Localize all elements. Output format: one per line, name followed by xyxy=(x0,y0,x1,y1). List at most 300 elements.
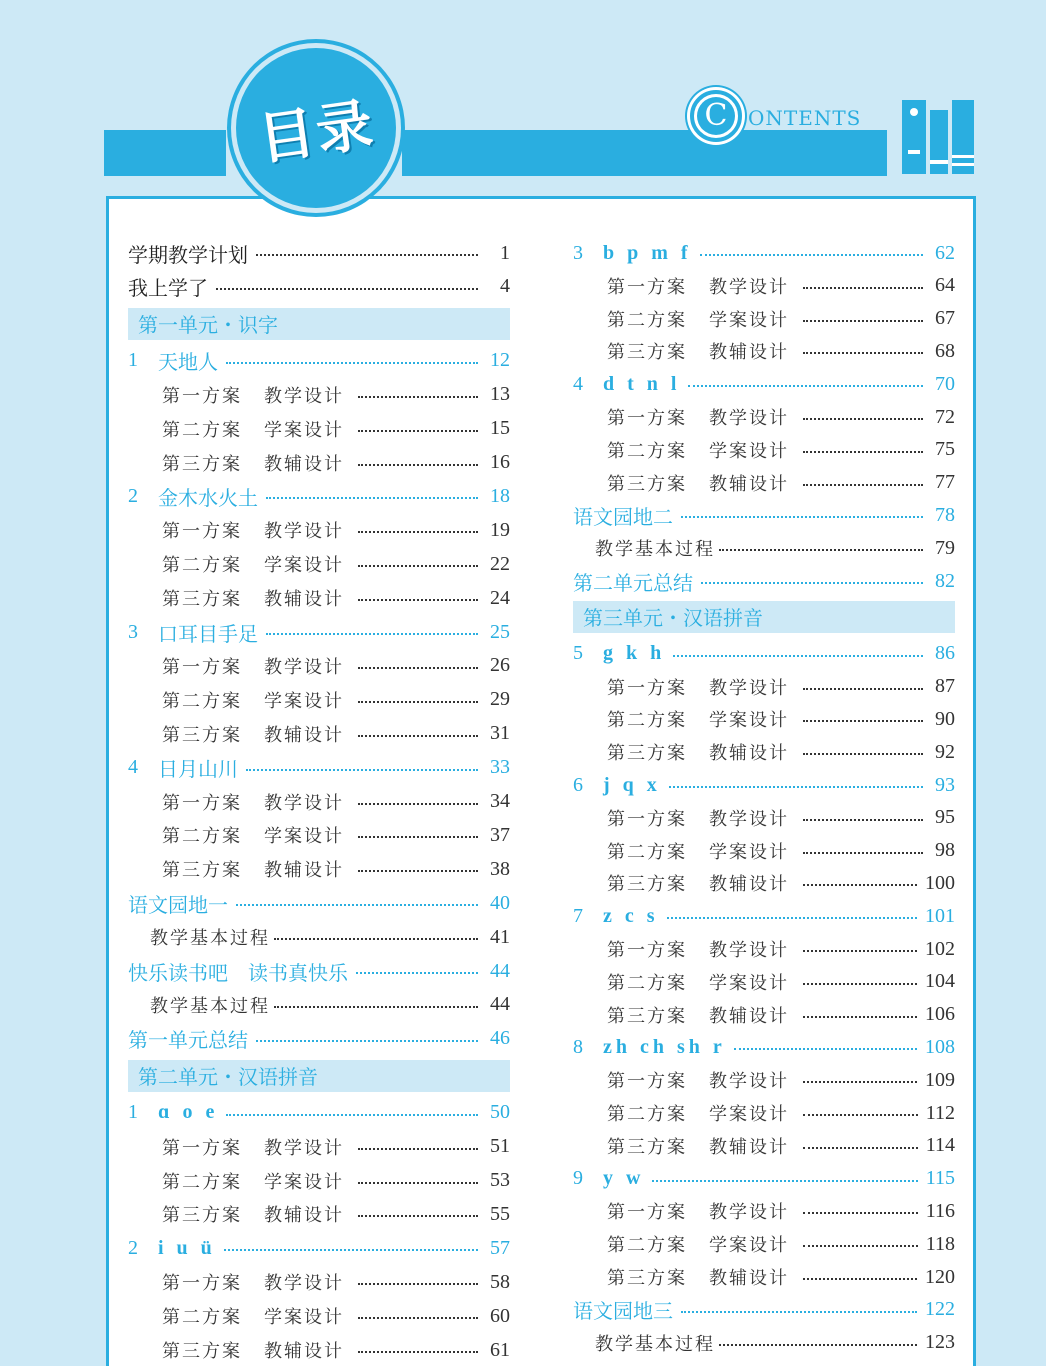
page-number: 68 xyxy=(935,339,955,362)
page-number: 101 xyxy=(925,904,955,927)
plan-entry[interactable] xyxy=(128,583,510,613)
plan-entry[interactable] xyxy=(128,1301,510,1331)
plan-label: 第三方案 xyxy=(607,1268,687,1289)
page-number: 12 xyxy=(490,349,510,372)
page-number: 55 xyxy=(490,1202,510,1225)
plan-entry[interactable] xyxy=(128,1267,510,1297)
plan-type: 教辅设计 xyxy=(264,860,344,882)
lesson-title: 日月山川 xyxy=(158,757,238,782)
plan-entry[interactable] xyxy=(573,336,955,366)
page-number: 87 xyxy=(935,675,955,698)
lesson-title: b p m f xyxy=(603,241,692,264)
section-header: 第三单元・汉语拼音 xyxy=(573,601,955,633)
plan-label: 第一方案 xyxy=(607,940,687,961)
entry-title: 学期教学计划 xyxy=(128,242,248,267)
plan-entry[interactable] xyxy=(128,1199,510,1229)
plan-label: 第三方案 xyxy=(162,724,242,746)
leader-dots xyxy=(358,870,478,872)
leader-dots xyxy=(358,599,478,601)
lesson-title: z c s xyxy=(603,904,659,927)
page-number: 109 xyxy=(925,1068,955,1091)
plan-type: 学案设计 xyxy=(264,555,344,577)
plan-entry[interactable] xyxy=(128,787,510,817)
page-number: 72 xyxy=(935,405,955,428)
leader-dots xyxy=(358,803,478,805)
page-number: 18 xyxy=(490,484,510,507)
process-entry[interactable] xyxy=(573,1328,955,1358)
entry-title: 语文园地三 xyxy=(573,1299,673,1324)
lesson-entry[interactable] xyxy=(573,770,955,800)
toc-entry[interactable] xyxy=(128,956,510,986)
plan-type: 教辅设计 xyxy=(709,342,789,364)
plan-label: 第三方案 xyxy=(607,874,687,896)
plan-type: 教辅设计 xyxy=(709,874,789,896)
plan-entry[interactable] xyxy=(128,549,510,579)
toc-entry[interactable] xyxy=(128,1024,510,1054)
plan-type: 学案设计 xyxy=(709,309,789,331)
page-number: 53 xyxy=(490,1169,510,1191)
page-number: 25 xyxy=(490,620,510,643)
page-number: 15 xyxy=(490,417,510,440)
page-number: 57 xyxy=(490,1236,510,1259)
page-number: 116 xyxy=(925,1199,955,1222)
leader-dots xyxy=(358,667,478,669)
plan-type: 教学设计 xyxy=(709,677,789,699)
plan-label: 第二方案 xyxy=(607,1104,687,1125)
page-number: 33 xyxy=(490,756,510,779)
page-number: 60 xyxy=(490,1304,510,1327)
entry-title: 第二单元总结 xyxy=(573,570,693,595)
plan-label: 第三方案 xyxy=(162,1205,242,1227)
plan-label: 第一方案 xyxy=(162,792,242,814)
leader-dots xyxy=(667,917,917,919)
leader-dots xyxy=(681,1311,917,1313)
lesson-entry[interactable] xyxy=(128,1098,510,1128)
toc-entry[interactable] xyxy=(128,238,510,268)
plan-type: 教学设计 xyxy=(264,656,344,678)
lesson-number: 7 xyxy=(573,904,583,927)
page-title: 目录 xyxy=(254,91,379,173)
leader-dots xyxy=(803,983,917,985)
toc-entry[interactable] xyxy=(128,888,510,918)
page-number: 77 xyxy=(935,471,955,494)
lesson-number: 2 xyxy=(128,1236,138,1259)
page-number: 104 xyxy=(925,970,955,993)
page-number: 40 xyxy=(490,891,510,914)
plan-label: 第二方案 xyxy=(607,1235,687,1257)
page-number: 70 xyxy=(935,372,955,395)
leader-dots xyxy=(688,385,923,387)
leader-dots xyxy=(803,418,923,420)
plan-entry[interactable] xyxy=(128,719,510,749)
lesson-number: 2 xyxy=(128,484,138,507)
page-number: 31 xyxy=(490,722,510,745)
plan-entry[interactable] xyxy=(128,651,510,681)
plan-type: 教学设计 xyxy=(264,1273,344,1295)
plan-entry[interactable] xyxy=(573,934,955,964)
process-entry[interactable] xyxy=(128,922,510,952)
leader-dots xyxy=(246,769,478,771)
section-header: 第一单元・识字 xyxy=(128,308,510,340)
plan-label: 第二方案 xyxy=(162,826,242,848)
plan-entry[interactable] xyxy=(573,1229,955,1259)
page-number: 78 xyxy=(935,503,955,526)
leader-dots xyxy=(673,655,923,657)
lesson-entry[interactable] xyxy=(573,238,955,268)
page-number: 82 xyxy=(935,569,955,592)
lesson-title: i u ü xyxy=(158,1236,216,1259)
plan-label: 第三方案 xyxy=(162,860,242,882)
lesson-number: 9 xyxy=(573,1167,583,1190)
plan-entry[interactable] xyxy=(128,854,510,884)
plan-entry[interactable] xyxy=(128,685,510,715)
plan-entry[interactable] xyxy=(573,1131,955,1161)
leader-dots xyxy=(358,1148,478,1150)
page-number: 61 xyxy=(490,1338,510,1361)
plan-entry[interactable] xyxy=(128,414,510,444)
plan-label: 第二方案 xyxy=(162,690,242,712)
leader-dots xyxy=(803,688,923,690)
plan-type: 教学设计 xyxy=(709,808,789,830)
lesson-number: 4 xyxy=(128,756,138,779)
plan-label: 第三方案 xyxy=(607,1005,687,1027)
plan-label: 第三方案 xyxy=(607,342,687,364)
plan-entry[interactable] xyxy=(573,1065,955,1095)
page-number: 106 xyxy=(925,1003,955,1026)
plan-label: 第二方案 xyxy=(162,419,242,441)
plan-type: 教学设计 xyxy=(264,385,344,407)
leader-dots xyxy=(358,836,478,838)
plan-entry[interactable] xyxy=(573,967,955,997)
leader-dots xyxy=(803,320,923,322)
plan-type: 教学设计 xyxy=(264,1137,344,1159)
leader-dots xyxy=(803,1081,917,1083)
plan-label: 第一方案 xyxy=(162,1137,242,1159)
lesson-title: 口耳目手足 xyxy=(158,621,258,646)
lesson-number: 3 xyxy=(128,620,138,643)
plan-entry[interactable] xyxy=(573,1262,955,1292)
plan-label: 第一方案 xyxy=(607,808,687,830)
entry-title: 快乐读书吧 读书真快乐 xyxy=(128,960,348,985)
lesson-entry[interactable] xyxy=(573,369,955,399)
plan-label: 第三方案 xyxy=(607,743,687,765)
plan-type: 学案设计 xyxy=(709,1104,789,1125)
page-number: 46 xyxy=(490,1027,510,1050)
lesson-number: 8 xyxy=(573,1035,583,1058)
plan-entry[interactable] xyxy=(573,435,955,465)
plan-entry[interactable] xyxy=(128,448,510,478)
plan-label: 第一方案 xyxy=(607,276,687,298)
page-number: 112 xyxy=(925,1101,955,1124)
lesson-entry[interactable] xyxy=(128,481,510,511)
lesson-number: 6 xyxy=(573,773,583,796)
leader-dots xyxy=(803,451,923,453)
plan-type: 教学设计 xyxy=(264,521,344,543)
entry-title: 教学基本过程 xyxy=(150,995,270,1017)
plan-type: 学案设计 xyxy=(709,841,789,863)
toc-entry[interactable] xyxy=(573,566,955,596)
plan-entry[interactable] xyxy=(128,1335,510,1365)
section-header: 第二单元・汉语拼音 xyxy=(128,1060,510,1092)
page-number: 118 xyxy=(925,1232,955,1255)
plan-label: 第二方案 xyxy=(607,309,687,331)
lesson-title: g k h xyxy=(603,642,666,665)
plan-type: 教辅设计 xyxy=(709,1136,789,1158)
plan-type: 学案设计 xyxy=(709,440,789,462)
plan-entry[interactable] xyxy=(128,380,510,410)
page-number: 114 xyxy=(925,1134,955,1157)
plan-type: 学案设计 xyxy=(264,419,344,441)
plan-entry[interactable] xyxy=(573,672,955,702)
process-entry[interactable] xyxy=(128,990,510,1020)
page-number: 108 xyxy=(925,1035,955,1058)
process-entry[interactable] xyxy=(573,533,955,563)
plan-type: 教学设计 xyxy=(709,940,789,961)
leader-dots xyxy=(803,1147,918,1149)
toc-entry[interactable] xyxy=(573,1295,955,1325)
contents-logo xyxy=(690,90,861,150)
leader-dots xyxy=(803,352,923,354)
plan-type: 学案设计 xyxy=(709,1235,789,1257)
plan-label: 第一方案 xyxy=(607,677,687,699)
plan-type: 学案设计 xyxy=(264,1171,344,1193)
leader-dots xyxy=(803,950,917,952)
plan-type: 教辅设计 xyxy=(709,743,789,765)
plan-type: 教学设计 xyxy=(709,276,789,298)
leader-dots xyxy=(226,1114,478,1116)
leader-dots xyxy=(803,753,923,755)
leader-dots xyxy=(803,484,923,486)
plan-entry[interactable] xyxy=(573,737,955,767)
lesson-entry[interactable] xyxy=(128,1233,510,1263)
leader-dots xyxy=(803,884,917,886)
plan-type: 学案设计 xyxy=(709,972,789,994)
page-number: 75 xyxy=(935,438,955,461)
leader-dots xyxy=(803,287,923,289)
page-number: 24 xyxy=(490,586,510,609)
plan-entry[interactable] xyxy=(573,704,955,734)
leader-dots xyxy=(256,254,478,256)
page-number: 98 xyxy=(935,839,955,862)
plan-type: 教辅设计 xyxy=(709,1005,789,1027)
plan-entry[interactable] xyxy=(573,402,955,432)
entry-title: 教学基本过程 xyxy=(150,928,270,950)
lesson-entry[interactable] xyxy=(573,1164,955,1194)
plan-label: 第二方案 xyxy=(607,710,687,732)
leader-dots xyxy=(719,1344,917,1346)
lesson-number: 4 xyxy=(573,372,583,395)
leader-dots xyxy=(358,565,478,567)
plan-type: 教辅设计 xyxy=(264,1205,344,1227)
leader-dots xyxy=(236,904,478,906)
leader-dots xyxy=(803,852,923,854)
leader-dots xyxy=(358,735,478,737)
lesson-title: d t n l xyxy=(603,372,681,395)
plan-type: 教辅设计 xyxy=(709,1268,789,1289)
plan-label: 第一方案 xyxy=(607,1202,687,1224)
page-number: 51 xyxy=(490,1135,510,1158)
page-number: 92 xyxy=(935,740,955,763)
leader-dots xyxy=(803,1245,918,1247)
lesson-number: 1 xyxy=(128,1101,138,1124)
page-number: 22 xyxy=(490,552,510,575)
page-number: 26 xyxy=(490,654,510,677)
plan-label: 第一方案 xyxy=(162,385,242,407)
entry-title: 教学基本过程 xyxy=(595,539,715,561)
lesson-entry[interactable] xyxy=(128,753,510,783)
header-bar-left xyxy=(104,130,226,176)
page-number: 62 xyxy=(935,241,955,264)
leader-dots xyxy=(803,1016,917,1018)
plan-label: 第一方案 xyxy=(162,1273,242,1295)
plan-type: 教辅设计 xyxy=(709,473,789,495)
plan-type: 学案设计 xyxy=(264,690,344,712)
leader-dots xyxy=(669,786,923,788)
leader-dots xyxy=(356,972,478,974)
leader-dots xyxy=(358,1351,478,1353)
leader-dots xyxy=(358,1215,478,1217)
plan-type: 教学设计 xyxy=(709,1202,789,1224)
plan-entry[interactable] xyxy=(128,820,510,850)
page-number: 67 xyxy=(935,307,955,330)
page-number: 123 xyxy=(925,1331,955,1354)
plan-type: 学案设计 xyxy=(264,826,344,848)
plan-type: 教学设计 xyxy=(709,408,789,429)
plan-label: 第二方案 xyxy=(607,972,687,994)
leader-dots xyxy=(226,362,478,364)
leader-dots xyxy=(681,516,923,518)
leader-dots xyxy=(358,430,478,432)
plan-label: 第三方案 xyxy=(162,453,242,475)
plan-entry[interactable] xyxy=(573,1196,955,1226)
lesson-title: j q x xyxy=(603,773,661,796)
contents-letter: C xyxy=(697,97,735,135)
page-number: 37 xyxy=(490,823,510,846)
lesson-number: 3 xyxy=(573,241,583,264)
lesson-entry[interactable] xyxy=(128,617,510,647)
leader-dots xyxy=(803,1114,918,1116)
leader-dots xyxy=(358,1317,478,1319)
page-number: 58 xyxy=(490,1270,510,1293)
leader-dots xyxy=(266,497,478,499)
page-number: 19 xyxy=(490,518,510,541)
lesson-entry[interactable] xyxy=(573,901,955,931)
plan-label: 第三方案 xyxy=(607,473,687,495)
contents-word: ONTENTS xyxy=(748,106,862,130)
plan-type: 教辅设计 xyxy=(264,724,344,746)
page-number: 34 xyxy=(490,790,510,812)
page-number: 102 xyxy=(925,937,955,960)
entry-title: 第一单元总结 xyxy=(128,1028,248,1053)
lesson-entry[interactable] xyxy=(573,639,955,669)
plan-type: 教辅设计 xyxy=(264,1341,344,1362)
page-number: 44 xyxy=(490,959,510,982)
entry-title: 语文园地二 xyxy=(573,504,673,529)
plan-type: 学案设计 xyxy=(709,710,789,732)
plan-entry[interactable] xyxy=(128,1132,510,1162)
plan-label: 第二方案 xyxy=(607,841,687,863)
page-number: 120 xyxy=(925,1265,955,1288)
lesson-entry[interactable] xyxy=(128,346,510,376)
leader-dots xyxy=(358,1182,478,1184)
leader-dots xyxy=(700,254,923,256)
page-number: 64 xyxy=(935,274,955,297)
entry-title: 教学基本过程 xyxy=(595,1333,715,1355)
lesson-title: 金木水火土 xyxy=(158,485,258,510)
page-number: 41 xyxy=(490,925,510,948)
lesson-title: y w xyxy=(603,1167,645,1190)
page-number: 100 xyxy=(925,871,955,894)
leader-dots xyxy=(274,938,478,940)
page-number: 4 xyxy=(500,275,510,298)
page-number: 13 xyxy=(490,383,510,406)
page-number: 86 xyxy=(935,642,955,665)
lesson-entry[interactable] xyxy=(573,1032,955,1062)
page-number: 115 xyxy=(925,1167,955,1190)
books-icon xyxy=(902,100,974,174)
plan-entry[interactable] xyxy=(573,868,955,898)
plan-label: 第二方案 xyxy=(607,440,687,462)
leader-dots xyxy=(803,1278,917,1280)
page-number: 29 xyxy=(490,688,510,711)
leader-dots xyxy=(719,549,923,551)
plan-entry[interactable] xyxy=(573,836,955,866)
plan-type: 教学设计 xyxy=(709,1071,789,1093)
plan-label: 第一方案 xyxy=(607,1071,687,1093)
plan-label: 第一方案 xyxy=(162,521,242,543)
plan-entry[interactable] xyxy=(573,271,955,301)
leader-dots xyxy=(266,633,478,635)
page-number: 44 xyxy=(490,993,510,1016)
title-badge xyxy=(236,48,396,208)
toc-entry[interactable] xyxy=(128,272,510,302)
plan-label: 第一方案 xyxy=(607,408,687,429)
plan-entry[interactable] xyxy=(573,803,955,833)
leader-dots xyxy=(652,1180,917,1182)
plan-label: 第三方案 xyxy=(162,589,242,611)
leader-dots xyxy=(274,1006,478,1008)
lesson-title: ɑ o e xyxy=(158,1101,219,1124)
plan-label: 第二方案 xyxy=(162,555,242,577)
page-number: 38 xyxy=(490,857,510,880)
leader-dots xyxy=(701,582,923,584)
plan-label: 第二方案 xyxy=(162,1171,242,1193)
lesson-title: 天地人 xyxy=(158,350,218,375)
toc-entry[interactable] xyxy=(573,500,955,530)
page-number: 1 xyxy=(500,241,510,264)
leader-dots xyxy=(224,1249,478,1251)
plan-entry[interactable] xyxy=(128,515,510,545)
plan-entry[interactable] xyxy=(573,1098,955,1128)
plan-type: 教辅设计 xyxy=(264,589,344,611)
page-number: 50 xyxy=(490,1101,510,1124)
page-number: 16 xyxy=(490,451,510,473)
leader-dots xyxy=(358,701,478,703)
plan-entry[interactable] xyxy=(573,1000,955,1030)
page-number: 95 xyxy=(935,806,955,829)
leader-dots xyxy=(803,1212,918,1214)
lesson-number: 1 xyxy=(128,349,138,372)
page-number: 90 xyxy=(935,707,955,730)
plan-entry[interactable] xyxy=(573,304,955,334)
plan-entry[interactable] xyxy=(573,468,955,498)
page-number: 79 xyxy=(935,536,955,559)
plan-entry[interactable] xyxy=(128,1166,510,1196)
plan-label: 第二方案 xyxy=(162,1307,242,1329)
plan-type: 教辅设计 xyxy=(264,453,344,475)
plan-label: 第三方案 xyxy=(162,1341,242,1362)
plan-label: 第三方案 xyxy=(607,1136,687,1158)
